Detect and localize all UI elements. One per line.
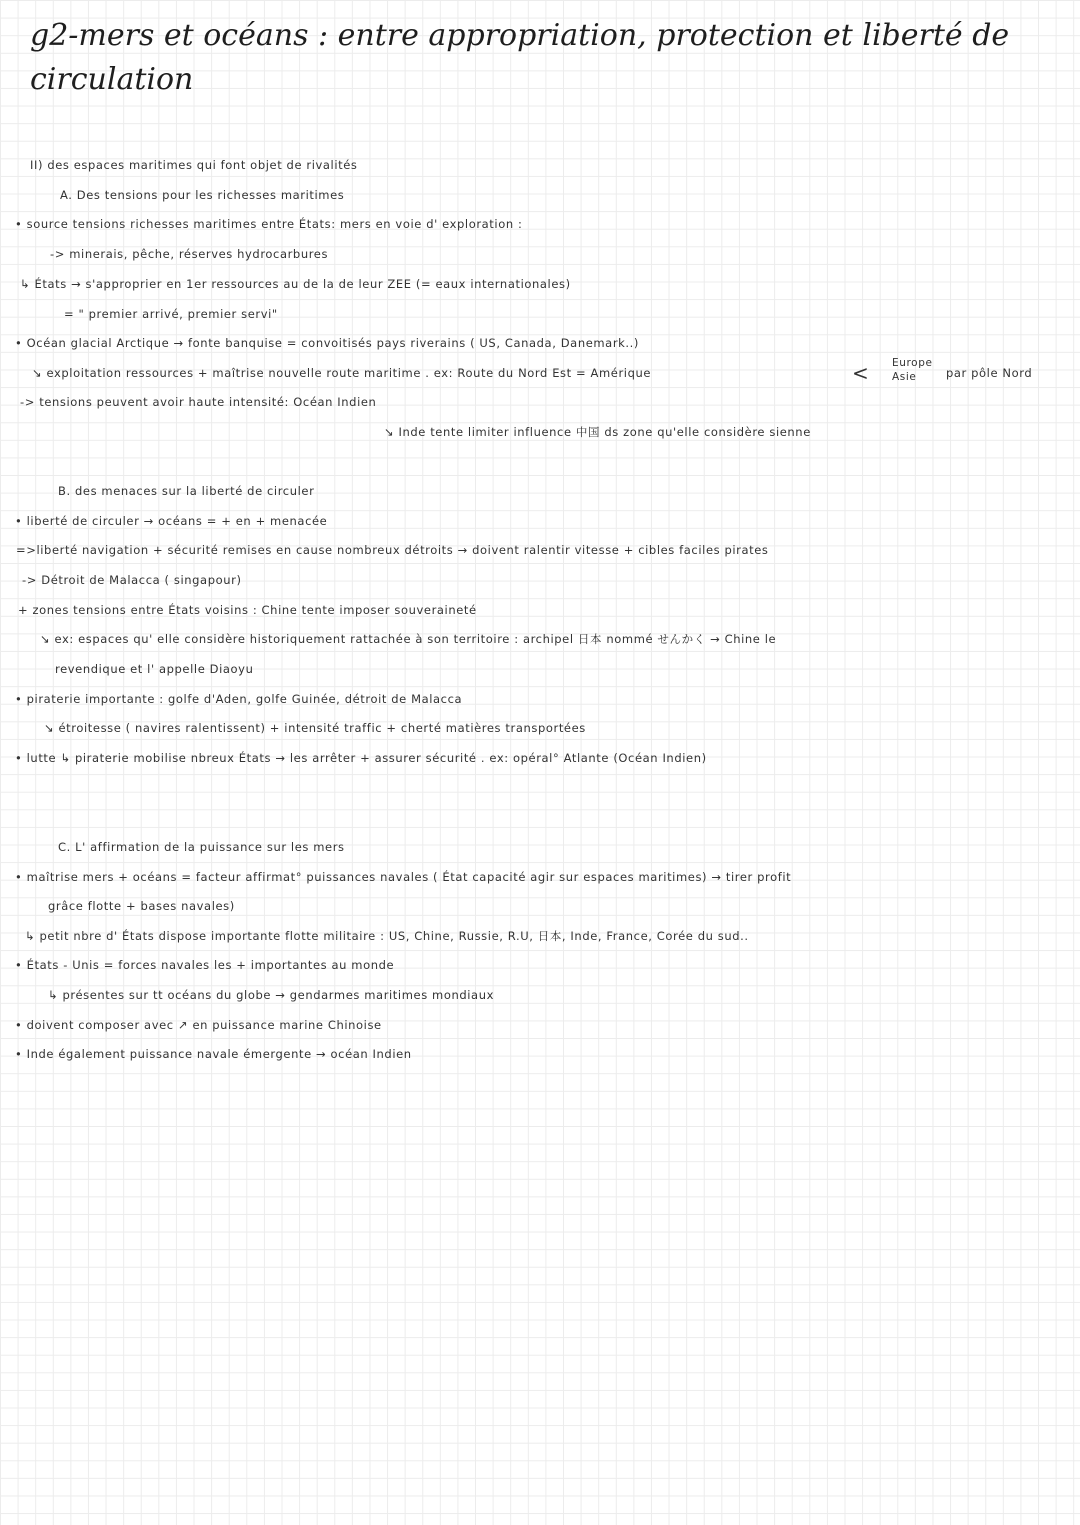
note-line [0,600,1080,620]
note-line [0,718,1080,738]
note-line [0,867,1080,887]
note-text: ↳ petit nbre d' États dispose importante flotte militaire : US, Chine, Russie, R.U, 日本, Inde, France, Corée du sud.. [25,929,749,943]
note-text: =>liberté navigation + sécurité remises en cause nombreux détroits → doivent ralentir vitesse + cibles faciles pirates [16,543,769,557]
note-text: ↘ étroitesse ( navires ralentissent) + intensité traffic + cherté matières transportées [44,721,586,735]
note-text: ↳ présentes sur tt océans du globe → gendarmes maritimes mondiaux [48,988,495,1002]
bracket-icon: < [852,361,870,385]
pole-label: par pôle Nord [946,366,1033,380]
subsection-heading-text: C. L' affirmation de la puissance sur les mers [58,840,345,854]
note-text: • source tensions richesses maritimes entre États: mers en voie d' exploration : [15,217,523,231]
note-line [0,659,1080,679]
note-text: • doivent composer avec ↗ en puissance marine Chinoise [15,1018,382,1032]
note-line [0,333,1080,353]
note-line [0,629,1080,649]
subsection-heading-a [0,185,1080,205]
note-line [0,511,1080,531]
note-line [0,357,1080,385]
note-line [0,985,1080,1005]
section-heading-text: II) des espaces maritimes qui font objet de rivalités [30,158,358,172]
note-text: • États - Unis = forces navales les + importantes au monde [15,958,395,972]
note-text: = " premier arrivé, premier servi" [64,307,278,321]
asie-label: Asie [892,371,917,383]
note-line [0,304,1080,324]
note-text: -> minerais, pêche, réserves hydrocarbures [50,247,329,261]
note-text: • Inde également puissance navale émergente → océan Indien [15,1047,412,1061]
note-line [0,689,1080,709]
note-text: • Océan glacial Arctique → fonte banquise = convoitisés pays riverains ( US, Canada, Danemark..) [15,336,640,350]
note-line [0,1044,1080,1064]
note-line [0,422,1080,442]
note-line [0,926,1080,946]
page-title: g2-mers et océans : entre appropriation, protection et liberté de circulation [30,18,1010,97]
subsection-heading-text: A. Des tensions pour les richesses maritimes [60,188,345,202]
europe-label: Europe [892,357,933,369]
note-line [0,274,1080,294]
note-line [0,570,1080,590]
note-line [0,214,1080,234]
note-text: • piraterie importante : golfe d'Aden, golfe Guinée, détroit de Malacca [15,692,463,706]
note-text: + zones tensions entre États voisins : Chine tente imposer souveraineté [18,603,477,617]
subsection-heading-c [0,837,1080,857]
note-line [0,748,1080,768]
note-line [0,1015,1080,1035]
subsection-heading-text: B. des menaces sur la liberté de circuler [58,484,315,498]
note-line [0,392,1080,412]
note-line [0,896,1080,916]
note-text: -> tensions peuvent avoir haute intensité: Océan Indien [20,395,377,409]
note-line [0,955,1080,975]
note-line [0,540,1080,560]
note-line [0,244,1080,264]
note-text: ↘ exploitation ressources + maîtrise nouvelle route maritime . ex: Route du Nord Est = Amérique [32,366,652,380]
note-text: revendique et l' appelle Diaoyu [55,662,254,676]
note-text: • liberté de circuler → océans = + en + menacée [15,514,328,528]
note-text: ↘ Inde tente limiter influence 中国 ds zone qu'elle considère sienne [384,425,811,439]
note-text: • lutte ↳ piraterie mobilise nbreux États → les arrêter + assurer sécurité . ex: opéral° Atlante (Océan Indien) [15,751,707,765]
note-text: -> Détroit de Malacca ( singapour) [22,573,242,587]
section-heading [0,155,1080,175]
note-text: • maîtrise mers + océans = facteur affirmat° puissances navales ( État capacité agir sur espaces maritimes) → tirer profit [15,870,792,884]
note-text: ↳ États → s'approprier en 1er ressources au de la de leur ZEE (= eaux internationales) [20,277,571,291]
subsection-heading-b [0,481,1080,501]
note-text: grâce flotte + bases navales) [48,899,235,913]
note-text: ↘ ex: espaces qu' elle considère historiquement rattachée à son territoire : archipel 日本 nommé せんかく → Chine le [40,632,777,646]
